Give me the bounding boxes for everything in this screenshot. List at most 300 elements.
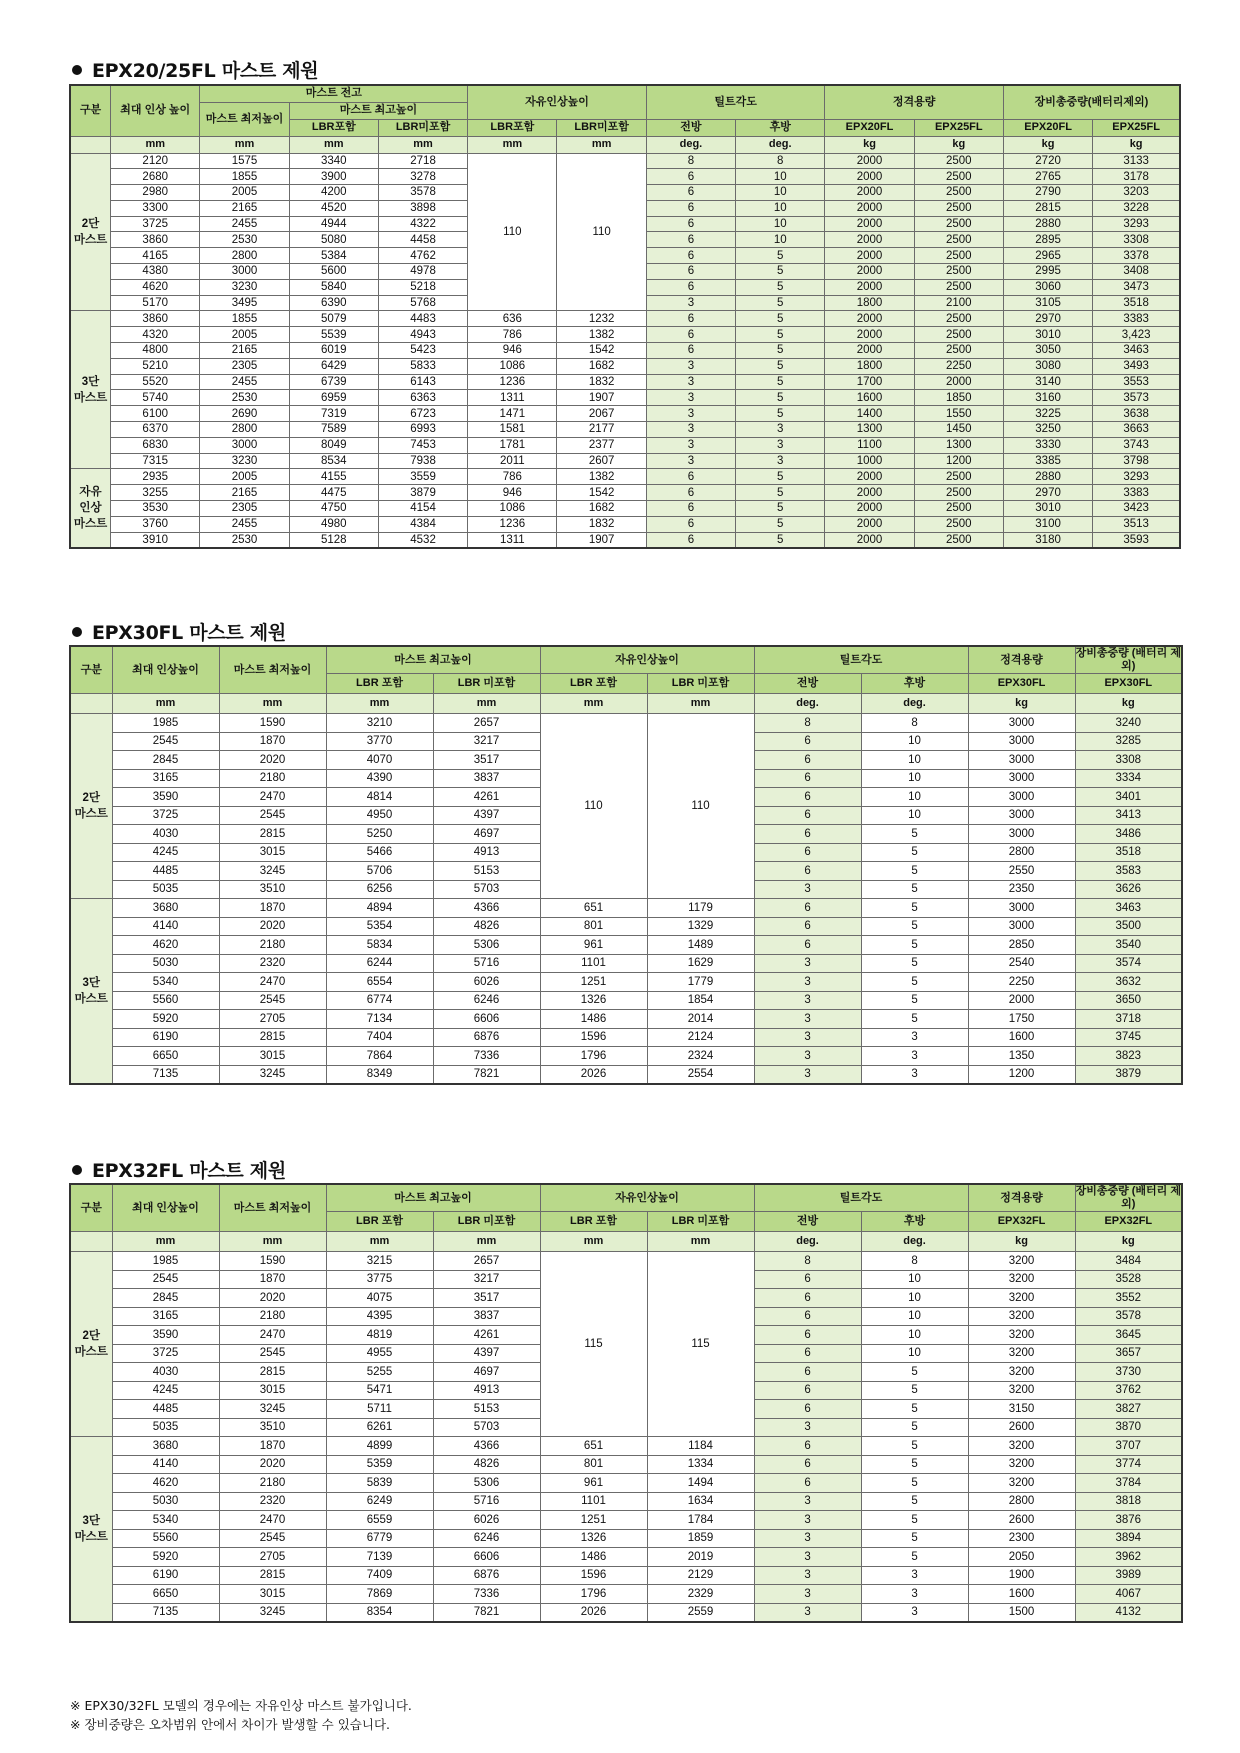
header-mast-total: 마스트 전고 xyxy=(200,85,468,102)
header-mast-low: 마스트 최저높이 xyxy=(219,646,326,694)
data-cell: 5079 xyxy=(289,311,378,327)
data-cell: 6256 xyxy=(326,880,433,899)
data-cell: 2500 xyxy=(914,279,1003,295)
data-cell: 1382 xyxy=(557,469,646,485)
data-cell: 2530 xyxy=(200,232,289,248)
data-cell: 2800 xyxy=(200,248,289,264)
group-label-line: 3단 xyxy=(82,976,100,989)
data-cell: 3593 xyxy=(1093,532,1180,548)
data-cell: 2815 xyxy=(219,1363,326,1382)
data-cell: 6774 xyxy=(326,991,433,1010)
data-cell: 10 xyxy=(736,216,825,232)
data-cell: 1200 xyxy=(968,1065,1075,1084)
data-cell: 801 xyxy=(540,917,647,936)
data-cell: 3160 xyxy=(1003,390,1092,406)
data-cell: 5 xyxy=(736,469,825,485)
data-cell: 5711 xyxy=(326,1400,433,1419)
data-cell: 2165 xyxy=(200,200,289,216)
data-cell: 1300 xyxy=(914,437,1003,453)
header-max-lift: 최대 인상 높이 xyxy=(111,85,200,136)
data-cell: 4261 xyxy=(433,788,540,807)
data-cell: 6606 xyxy=(433,1010,540,1029)
section-title-text: EPX32FL 마스트 제원 xyxy=(92,1160,286,1182)
data-cell: 651 xyxy=(540,899,647,918)
data-cell: 1494 xyxy=(647,1474,754,1493)
table-row xyxy=(70,1065,1182,1084)
table-row xyxy=(70,1437,1182,1456)
data-cell: 2000 xyxy=(825,200,914,216)
data-cell: 10 xyxy=(861,1344,968,1363)
data-cell: 3245 xyxy=(219,1065,326,1084)
data-cell: 1382 xyxy=(557,327,646,343)
data-cell: 2965 xyxy=(1003,248,1092,264)
data-cell: 6 xyxy=(754,1455,861,1474)
data-cell: 2180 xyxy=(219,1474,326,1493)
header-weight: 장비총중량 (배터리 제외) xyxy=(1075,647,1181,672)
data-cell: 3383 xyxy=(1093,311,1180,327)
data-cell: 5153 xyxy=(433,862,540,881)
data-cell: 3910 xyxy=(111,532,200,548)
subheader-cell: EPX20FL xyxy=(825,119,914,136)
data-cell: 3 xyxy=(646,437,735,453)
data-cell: 5 xyxy=(736,327,825,343)
data-cell: 7139 xyxy=(326,1548,433,1567)
data-cell: 5 xyxy=(861,936,968,955)
data-cell: 5218 xyxy=(378,279,467,295)
data-cell: 3293 xyxy=(1093,469,1180,485)
data-cell: 6 xyxy=(646,516,735,532)
data-cell: 6143 xyxy=(378,374,467,390)
data-cell: 3010 xyxy=(1003,327,1092,343)
data-cell: 1907 xyxy=(557,390,646,406)
data-cell: 2530 xyxy=(200,532,289,548)
data-cell: 5840 xyxy=(289,279,378,295)
data-cell: 3638 xyxy=(1093,406,1180,422)
data-cell: 2600 xyxy=(968,1511,1075,1530)
data-cell: 7869 xyxy=(326,1585,433,1604)
data-cell: 2800 xyxy=(200,422,289,438)
data-cell: 1101 xyxy=(540,1492,647,1511)
data-cell: 1086 xyxy=(468,501,557,517)
table-row xyxy=(70,1455,1182,1474)
data-cell: 2500 xyxy=(914,469,1003,485)
data-cell: 8 xyxy=(646,153,735,169)
data-cell: 3827 xyxy=(1075,1400,1182,1419)
data-cell: 3060 xyxy=(1003,279,1092,295)
data-cell: 2470 xyxy=(219,1511,326,1530)
data-cell: 2250 xyxy=(914,358,1003,374)
data-cell: 3245 xyxy=(219,1603,326,1622)
data-cell: 5170 xyxy=(111,295,200,311)
data-cell: 8 xyxy=(754,1252,861,1271)
data-cell: 2000 xyxy=(825,153,914,169)
table-row xyxy=(70,406,1180,422)
free-lift-cell: 115 xyxy=(540,1252,647,1437)
data-cell: 5340 xyxy=(112,973,219,992)
table-row xyxy=(70,936,1182,955)
data-cell: 2705 xyxy=(219,1010,326,1029)
data-cell: 2545 xyxy=(112,732,219,751)
subheader-cell: EPX25FL xyxy=(914,119,1003,136)
data-cell: 4913 xyxy=(433,1381,540,1400)
data-cell: 4397 xyxy=(433,806,540,825)
data-cell: 2500 xyxy=(914,185,1003,201)
unit-cell: mm xyxy=(433,694,540,714)
data-cell: 4697 xyxy=(433,825,540,844)
spec-table-epx20-25fl xyxy=(69,84,1181,549)
data-cell: 3050 xyxy=(1003,343,1092,359)
data-cell: 3015 xyxy=(219,843,326,862)
data-cell: 3200 xyxy=(968,1344,1075,1363)
data-cell: 3879 xyxy=(378,485,467,501)
data-cell: 2935 xyxy=(111,469,200,485)
data-cell: 2000 xyxy=(825,485,914,501)
data-cell: 5 xyxy=(861,862,968,881)
data-cell: 5 xyxy=(861,1474,968,1493)
data-cell: 4943 xyxy=(378,327,467,343)
data-cell: 4620 xyxy=(112,1474,219,1493)
data-cell: 3,423 xyxy=(1093,327,1180,343)
data-cell: 3784 xyxy=(1075,1474,1182,1493)
data-cell: 3680 xyxy=(112,1437,219,1456)
data-cell: 2000 xyxy=(825,185,914,201)
header-gubun: 구분 xyxy=(70,85,111,136)
data-cell: 6026 xyxy=(433,1511,540,1530)
data-cell: 3 xyxy=(754,1028,861,1047)
data-cell: 3823 xyxy=(1075,1047,1182,1066)
data-cell: 6 xyxy=(754,1363,861,1382)
data-cell: 10 xyxy=(736,169,825,185)
unit-cell: mm xyxy=(540,694,647,714)
data-cell: 5 xyxy=(736,248,825,264)
group-label xyxy=(70,1437,112,1622)
data-cell: 3632 xyxy=(1075,973,1182,992)
data-cell: 2545 xyxy=(112,1270,219,1289)
data-cell: 1629 xyxy=(647,954,754,973)
data-cell: 5 xyxy=(861,954,968,973)
data-cell: 3 xyxy=(861,1603,968,1622)
subheader-cell: EPX30FL xyxy=(968,674,1075,694)
data-cell: 1590 xyxy=(219,714,326,733)
group-label-line: 마스트 xyxy=(74,992,108,1005)
data-cell: 2690 xyxy=(200,406,289,422)
data-cell: 3 xyxy=(754,1585,861,1604)
unit-cell: kg xyxy=(914,136,1003,153)
data-cell: 2845 xyxy=(112,751,219,770)
bullet-icon xyxy=(72,627,82,637)
data-cell: 2470 xyxy=(219,788,326,807)
data-cell: 6 xyxy=(754,769,861,788)
data-cell: 2530 xyxy=(200,390,289,406)
data-cell: 5 xyxy=(861,1437,968,1456)
data-cell: 3590 xyxy=(112,1326,219,1345)
data-cell: 2320 xyxy=(219,1492,326,1511)
data-cell: 4520 xyxy=(289,200,378,216)
data-cell: 3770 xyxy=(326,732,433,751)
data-cell: 6100 xyxy=(111,406,200,422)
data-cell: 6244 xyxy=(326,954,433,973)
data-cell: 10 xyxy=(861,1307,968,1326)
data-cell: 946 xyxy=(468,343,557,359)
data-cell: 3250 xyxy=(1003,422,1092,438)
data-cell: 3762 xyxy=(1075,1381,1182,1400)
header-capacity: 정격용량 xyxy=(968,646,1075,674)
data-cell: 1634 xyxy=(647,1492,754,1511)
data-cell: 1832 xyxy=(557,516,646,532)
data-cell: 6 xyxy=(754,1381,861,1400)
data-cell: 3245 xyxy=(219,862,326,881)
unit-cell: deg. xyxy=(754,1232,861,1252)
data-cell: 786 xyxy=(468,469,557,485)
table-row xyxy=(70,954,1182,973)
data-cell: 4245 xyxy=(112,1381,219,1400)
data-cell: 3200 xyxy=(968,1252,1075,1271)
data-cell: 3378 xyxy=(1093,248,1180,264)
data-cell: 2545 xyxy=(219,1529,326,1548)
unit-cell: mm xyxy=(557,136,646,153)
data-cell: 6 xyxy=(754,1437,861,1456)
data-cell: 2815 xyxy=(1003,200,1092,216)
data-cell: 1781 xyxy=(468,437,557,453)
data-cell: 4894 xyxy=(326,899,433,918)
data-cell: 4380 xyxy=(111,264,200,280)
data-cell: 5920 xyxy=(112,1010,219,1029)
data-cell: 5255 xyxy=(326,1363,433,1382)
footnote: ※ 장비중량은 오차범위 안에서 차이가 발생할 수 있습니다. xyxy=(70,1717,390,1732)
data-cell: 3 xyxy=(754,1529,861,1548)
data-cell: 4320 xyxy=(111,327,200,343)
data-cell: 3230 xyxy=(200,453,289,469)
data-cell: 2000 xyxy=(825,327,914,343)
data-cell: 5 xyxy=(736,406,825,422)
data-cell: 1575 xyxy=(200,153,289,169)
data-cell: 3725 xyxy=(112,806,219,825)
data-cell: 3217 xyxy=(433,1270,540,1289)
data-cell: 3590 xyxy=(112,788,219,807)
group-label xyxy=(70,153,111,311)
data-cell: 2000 xyxy=(914,374,1003,390)
data-cell: 1251 xyxy=(540,1511,647,1530)
data-cell: 3133 xyxy=(1093,153,1180,169)
table-row xyxy=(70,1010,1182,1029)
data-cell: 651 xyxy=(540,1437,647,1456)
data-cell: 3518 xyxy=(1093,295,1180,311)
data-cell: 6 xyxy=(646,485,735,501)
data-cell: 7821 xyxy=(433,1603,540,1622)
table-row xyxy=(70,1585,1182,1604)
data-cell: 6 xyxy=(646,169,735,185)
subheader-cell: EPX20FL xyxy=(1003,119,1092,136)
data-cell: 2718 xyxy=(378,153,467,169)
data-cell: 6190 xyxy=(112,1566,219,1585)
header-mast-max: 마스트 최고높이 xyxy=(326,646,540,674)
data-cell: 3573 xyxy=(1093,390,1180,406)
subheader-cell: 후방 xyxy=(861,674,968,694)
data-cell: 3962 xyxy=(1075,1548,1182,1567)
section-title-epx20-25fl xyxy=(72,56,318,83)
unit-cell: deg. xyxy=(861,1232,968,1252)
free-lift-cell: 110 xyxy=(468,153,557,311)
header-weight: 장비총중량(배터리제외) xyxy=(1003,85,1180,119)
table-row xyxy=(70,343,1180,359)
data-cell: 3200 xyxy=(968,1437,1075,1456)
data-cell: 3 xyxy=(861,1566,968,1585)
data-cell: 2850 xyxy=(968,936,1075,955)
data-cell: 3230 xyxy=(200,279,289,295)
group-label-line: 2단 xyxy=(81,217,100,230)
data-cell: 3178 xyxy=(1093,169,1180,185)
subheader-cell: LBR미포함 xyxy=(557,119,646,136)
data-cell: 8534 xyxy=(289,453,378,469)
data-cell: 6723 xyxy=(378,406,467,422)
data-cell: 3510 xyxy=(219,1418,326,1437)
data-cell: 3413 xyxy=(1075,806,1182,825)
data-cell: 6363 xyxy=(378,390,467,406)
data-cell: 6026 xyxy=(433,973,540,992)
subheader-cell: EPX25FL xyxy=(1093,119,1180,136)
data-cell: 961 xyxy=(540,936,647,955)
data-cell: 4532 xyxy=(378,532,467,548)
data-cell: 1854 xyxy=(647,991,754,1010)
data-cell: 1850 xyxy=(914,390,1003,406)
header-mast-max: 마스트 최고높이 xyxy=(289,102,468,119)
data-cell: 3894 xyxy=(1075,1529,1182,1548)
data-cell: 3140 xyxy=(1003,374,1092,390)
data-cell: 3 xyxy=(736,453,825,469)
data-cell: 1907 xyxy=(557,532,646,548)
data-cell: 5539 xyxy=(289,327,378,343)
data-cell: 5 xyxy=(861,1418,968,1437)
table-row xyxy=(70,422,1180,438)
data-cell: 1600 xyxy=(968,1585,1075,1604)
data-cell: 3463 xyxy=(1075,899,1182,918)
data-cell: 3000 xyxy=(968,732,1075,751)
data-cell: 3578 xyxy=(1075,1307,1182,1326)
group-label-line: 3단 xyxy=(82,1514,100,1527)
data-cell: 2177 xyxy=(557,422,646,438)
data-cell: 5035 xyxy=(112,1418,219,1437)
subheader-cell: LBR 포함 xyxy=(326,1212,433,1232)
data-cell: 2329 xyxy=(647,1585,754,1604)
data-cell: 3210 xyxy=(326,714,433,733)
free-lift-cell: 110 xyxy=(557,153,646,311)
data-cell: 6 xyxy=(754,843,861,862)
data-cell: 7589 xyxy=(289,422,378,438)
data-cell: 1796 xyxy=(540,1047,647,1066)
data-cell: 2020 xyxy=(219,751,326,770)
data-cell: 4955 xyxy=(326,1344,433,1363)
data-cell: 2165 xyxy=(200,485,289,501)
data-cell: 3100 xyxy=(1003,516,1092,532)
data-cell: 2550 xyxy=(968,862,1075,881)
data-cell: 4366 xyxy=(433,899,540,918)
subheader-cell: LBR미포함 xyxy=(378,119,467,136)
data-cell: 2500 xyxy=(914,216,1003,232)
data-cell: 1900 xyxy=(968,1566,1075,1585)
data-cell: 2970 xyxy=(1003,485,1092,501)
data-cell: 3000 xyxy=(200,264,289,280)
table-row xyxy=(70,899,1182,918)
data-cell: 3200 xyxy=(968,1363,1075,1382)
data-cell: 10 xyxy=(861,788,968,807)
data-cell: 3860 xyxy=(111,311,200,327)
data-cell: 4978 xyxy=(378,264,467,280)
data-cell: 2500 xyxy=(914,485,1003,501)
section-title-text: EPX30FL 마스트 제원 xyxy=(92,622,286,644)
data-cell: 7135 xyxy=(112,1065,219,1084)
data-cell: 3725 xyxy=(112,1344,219,1363)
data-cell: 4899 xyxy=(326,1437,433,1456)
data-cell: 1350 xyxy=(968,1047,1075,1066)
data-cell: 3200 xyxy=(968,1289,1075,1308)
data-cell: 3165 xyxy=(112,769,219,788)
data-cell: 3000 xyxy=(968,751,1075,770)
data-cell: 3 xyxy=(861,1065,968,1084)
data-cell: 2000 xyxy=(825,501,914,517)
data-cell: 5354 xyxy=(326,917,433,936)
data-cell: 6993 xyxy=(378,422,467,438)
data-cell: 5 xyxy=(861,973,968,992)
data-cell: 5210 xyxy=(111,358,200,374)
data-cell: 6 xyxy=(754,1344,861,1363)
unit-cell-empty xyxy=(70,136,111,153)
data-cell: 3870 xyxy=(1075,1418,1182,1437)
data-cell: 3760 xyxy=(111,516,200,532)
group-label-line: 마스트 xyxy=(73,233,108,246)
data-cell: 3255 xyxy=(111,485,200,501)
data-cell: 3000 xyxy=(968,806,1075,825)
data-cell: 1985 xyxy=(112,1252,219,1271)
data-cell: 3663 xyxy=(1093,422,1180,438)
data-cell: 10 xyxy=(861,1289,968,1308)
data-cell: 2000 xyxy=(825,311,914,327)
data-cell: 4762 xyxy=(378,248,467,264)
data-cell: 2020 xyxy=(219,1455,326,1474)
table-row xyxy=(70,485,1180,501)
data-cell: 3774 xyxy=(1075,1455,1182,1474)
bullet-icon xyxy=(72,65,82,75)
table-row xyxy=(70,453,1180,469)
data-cell: 1100 xyxy=(825,437,914,453)
data-cell: 1251 xyxy=(540,973,647,992)
data-cell: 6 xyxy=(754,1474,861,1493)
data-cell: 5600 xyxy=(289,264,378,280)
data-cell: 2020 xyxy=(219,1289,326,1308)
data-cell: 7404 xyxy=(326,1028,433,1047)
data-cell: 5153 xyxy=(433,1400,540,1419)
data-cell: 3000 xyxy=(968,899,1075,918)
data-cell: 5 xyxy=(861,899,968,918)
data-cell: 4366 xyxy=(433,1437,540,1456)
data-cell: 1596 xyxy=(540,1028,647,1047)
data-cell: 2540 xyxy=(968,954,1075,973)
table-row xyxy=(70,1028,1182,1047)
data-cell: 7134 xyxy=(326,1010,433,1029)
group-label xyxy=(70,469,111,548)
data-cell: 2026 xyxy=(540,1603,647,1622)
data-cell: 7453 xyxy=(378,437,467,453)
data-cell: 1985 xyxy=(112,714,219,733)
unit-cell: deg. xyxy=(736,136,825,153)
data-cell: 1101 xyxy=(540,954,647,973)
unit-cell: kg xyxy=(1075,1232,1182,1252)
data-cell: 5250 xyxy=(326,825,433,844)
data-cell: 3645 xyxy=(1075,1326,1182,1345)
data-cell: 5 xyxy=(861,1511,968,1530)
data-cell: 5 xyxy=(736,532,825,548)
table-row xyxy=(70,1529,1182,1548)
table-row xyxy=(70,516,1180,532)
